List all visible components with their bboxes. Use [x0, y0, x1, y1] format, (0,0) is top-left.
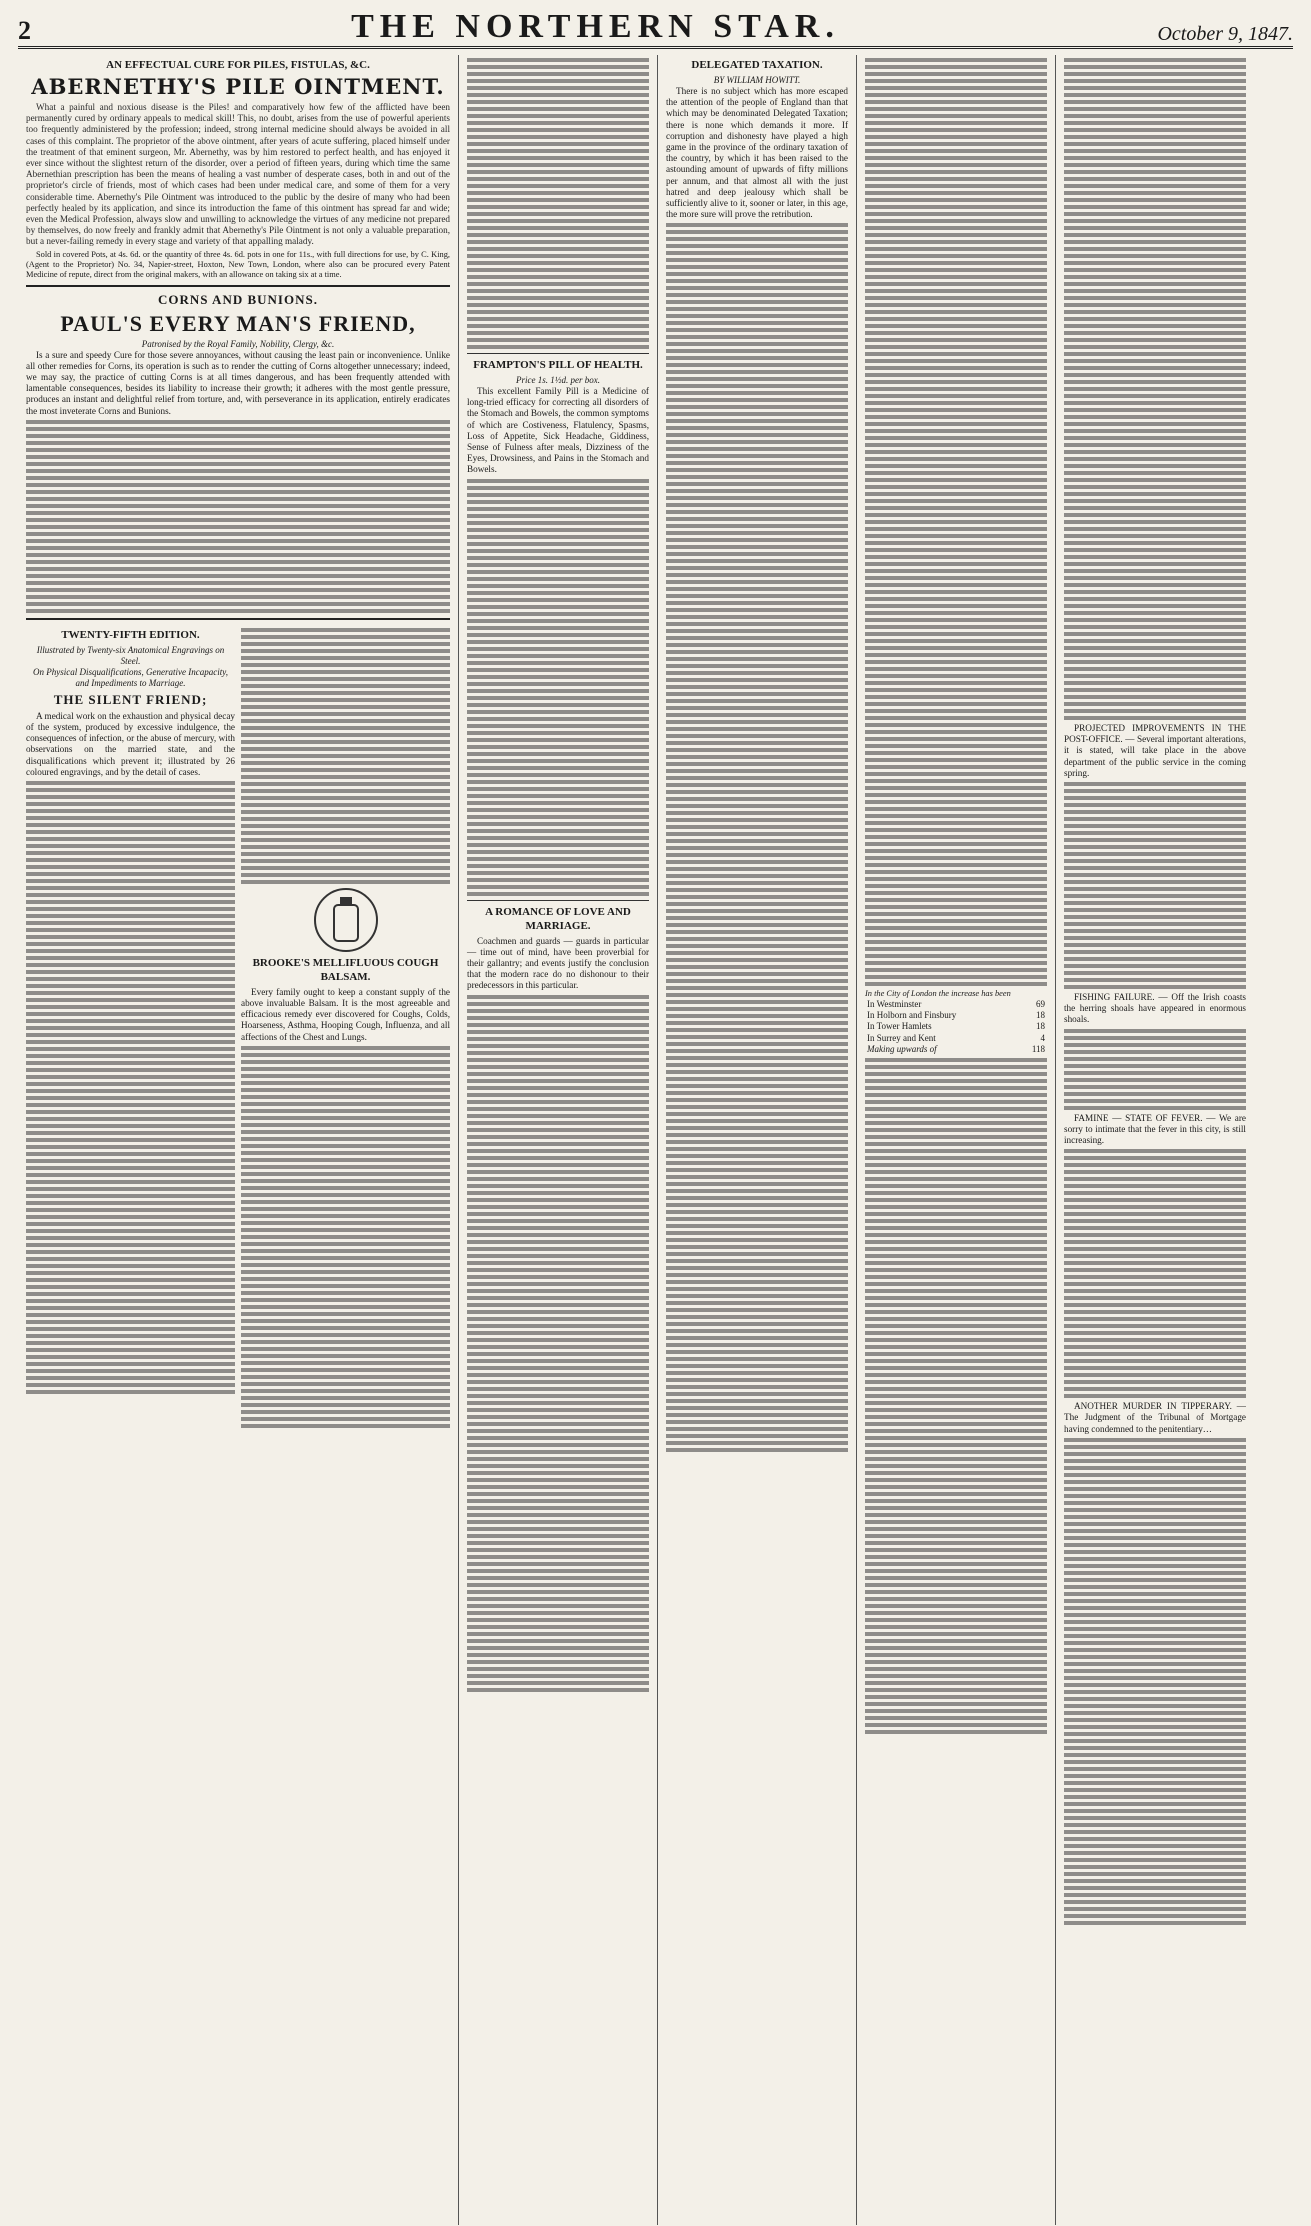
- table-total-row: Making upwards of 118: [867, 1043, 1045, 1054]
- silent-friend-body: A medical work on the exhaustion and physical decay of the system, produced by excessive indulgence, the consequences of infection, or the abuse of mercury, with observations on the married state, and the disqualifications which prevent it; illustrated by 26 coloured engravings, and by the detail of cases.: [26, 710, 235, 777]
- news-item: FAMINE — STATE OF FEVER. — We are sorry to intimate that the fever in this city, is still increasing.: [1064, 1112, 1246, 1146]
- frampton-title: FRAMPTON'S PILL OF HEALTH.: [473, 359, 643, 371]
- column-6-mid-text: [1064, 782, 1246, 989]
- balsam-text-bottom: [241, 1046, 450, 1428]
- balsam-body: Every family ought to keep a constant supply of the above invaluable Balsam. It is the most agreeable and efficacious remedy ever discovered for Coughs, Colds, Hoarseness, Asthma, Hooping Cough, Influenza, and all affections of the Chest and Lungs.: [241, 986, 450, 1042]
- romance-heading: A ROMANCE OF LOVE AND MARRIAGE.: [485, 905, 631, 932]
- table-row: In Holborn and Finsbury 18: [867, 1010, 1045, 1021]
- article-byline: BY WILLIAM HOWITT.: [713, 75, 801, 85]
- column-delegated-taxation: [657, 55, 856, 2225]
- column-6-top-text: [1064, 58, 1246, 720]
- column-3-mid-text: [467, 479, 649, 896]
- balsam-title: BROOKE'S MELLIFLUOUS COUGH BALSAM.: [252, 956, 439, 983]
- piles-ad-price: Sold in covered Pots, at 4s. 6d. or the quantity of three 4s. 6d. pots in one for 11s., with full directions for use, by C. King, (Agent to the Proprietor) No. 34, Napier-street, Hoxton, New Town, London, where also can be procured every Patent Medicine of repute, direct from the original makers, with an allowance on taking six at a time.: [26, 249, 450, 279]
- silent-friend-subtitle: On Physical Disqualifications, Generative Incapacity, and Impediments to Marriage.: [33, 666, 228, 688]
- advertisements-column: [18, 55, 458, 2225]
- masthead: [18, 6, 1293, 49]
- column-3-bottom-text: [467, 995, 649, 1692]
- news-item: ANOTHER MURDER IN TIPPERARY. — The Judgment of the Tribunal of Mortgage having condemned to the penitentiary…: [1064, 1401, 1246, 1434]
- silent-friend-illus: Illustrated by Twenty-six Anatomical Engravings on Steel.: [36, 644, 225, 666]
- article-lead: There is no subject which has more escaped the attention of the people of England than that which may be denominated Delegated Taxation; there is none which demands it more. If corruption and dishonesty have played a high game in the province of the ordinary taxation of the country, by which it has been raised to the astounding amount of upwards of fifty millions per annum, and that almost all with the just hatred and deep jealousy which shall be sufficiently alive to it, sooner or later, in this age, the more sure will prove the retribution.: [666, 86, 848, 220]
- column-frampton: [458, 55, 657, 2225]
- increase-table: [865, 999, 1047, 1055]
- silent-friend-ad: [26, 625, 235, 1431]
- table-row: In Tower Hamlets 18: [867, 1021, 1045, 1032]
- corns-ad-heading: CORNS AND BUNIONS.: [158, 291, 318, 307]
- issue-date: October 9, 1847.: [1157, 23, 1293, 45]
- silent-friend-title: THE SILENT FRIEND;: [53, 691, 208, 707]
- column-5-bottom-text: [865, 1058, 1047, 1734]
- balsam-text-top: [241, 628, 450, 884]
- romance-body: Coachmen and guards — guards in particular — time out of mind, have been proverbial for their gallantry; and events justify the conclusion that the modern race do no dishonour to their predecessors in this particular.: [467, 935, 649, 991]
- frampton-body: This excellent Family Pill is a Medicine of long-tried efficacy for correcting all disorders of the Stomach and Bowels, the common symptoms of which are Costiveness, Flatulency, Spasms, Loss of Appetite, Sick Headache, Giddiness, Sense of Fulness after meals, Dizziness of the Eyes, Drowsiness, and Pains in the Stomach and Bowels.: [467, 386, 649, 475]
- bottle-illustration: [314, 888, 378, 952]
- corns-ad-patron: Patronised by the Royal Family, Nobility, Clergy, &c.: [141, 338, 335, 349]
- columns: [18, 55, 1293, 2225]
- article-text-block: [666, 223, 848, 1452]
- frampton-price: Price 1s. 1½d. per box.: [516, 375, 600, 385]
- table-caption: In the City of London the increase has been: [865, 989, 1011, 998]
- balsam-ad: [241, 625, 450, 1431]
- page-number: 2: [18, 16, 31, 45]
- corns-ad-body: Is a sure and speedy Cure for those severe annoyances, without causing the least pain or inconvenience. Unlike all other remedies for Corns, its operation is such as to render the cutting of Corns altogether unnecessary; indeed, we may say, the practice of cutting Corns is at all times dangerous, and has been frequently attended with lamentable consequences, besides its liability to increase their growth; it adheres with the most gentle pressure, produces an instant and delightful relief from torture, and, with perseverance in its application, entirely eradicates the most inveterate Corns and Bunions.: [26, 349, 450, 416]
- column-news: [1055, 55, 1254, 2225]
- article-title: DELEGATED TAXATION.: [691, 59, 823, 71]
- table-row: In Westminster 69: [867, 999, 1045, 1009]
- piles-ad-body: What a painful and noxious disease is the Piles! and comparatively how few of the afflicted have been permanently cured by ordinary appeals to medical skill! This, no doubt, arises from the use of powerful aperients too frequently administered by the profession; indeed, strong internal medicine should always be avoided in all cases of this complaint. The proprietor of the above ointment, after years of acute suffering, placed himself under the treatment of that eminent surgeon, Mr. Abernethy, was by him restored to perfect health, and has enjoyed it ever since without the slightest return of the disorder, over a period of fifteen years, during which time the same Abernethian prescription has been the means of healing a vast number of desperate cases, both in and out of the proprietor's circle of friends, most of which cases had been under medical care, and some of them for a very considerable time. Abernethy's Pile Ointment was introduced to the public by the desire of many who had been perfectly healed by its application, and since its introduction the fame of this ointment has spread far and wide; even the Medical Profession, always slow and unwilling to acknowledge the virtues of any medicine not prepared by themselves, do now freely and frankly admit that Abernethy's Pile Ointment is not only a valuable preparation, but a never-failing remedy in every stage and variety of that appalling malady.: [26, 102, 450, 247]
- lower-ads: [26, 625, 450, 1431]
- column-taxation-continued: [856, 55, 1055, 2225]
- piles-ad-title: ABERNETHY'S PILE OINTMENT.: [31, 74, 445, 99]
- piles-ad-heading: AN EFFECTUAL CURE FOR PILES, FISTULAS, &C.: [106, 59, 370, 71]
- corns-ad-title: PAUL'S EVERY MAN'S FRIEND,: [60, 310, 416, 336]
- news-item: FISHING FAILURE. — Off the Irish coasts the herring shoals have appeared in enormous shoals.: [1064, 992, 1246, 1025]
- table-row: In Surrey and Kent 4: [867, 1032, 1045, 1043]
- corns-ad-text-block: [26, 420, 450, 613]
- column-3-top-text: [467, 58, 649, 349]
- news-item: PROJECTED IMPROVEMENTS IN THE POST-OFFICE. — Several important alterations, it is stated, will take place in the above department of the public service in the coming spring.: [1064, 723, 1246, 778]
- silent-friend-text-block: [26, 781, 235, 1394]
- silent-friend-edition: TWENTY-FIFTH EDITION.: [61, 628, 200, 641]
- column-5-top-text: [865, 58, 1047, 986]
- newspaper-title: THE NORTHERN STAR.: [351, 8, 840, 45]
